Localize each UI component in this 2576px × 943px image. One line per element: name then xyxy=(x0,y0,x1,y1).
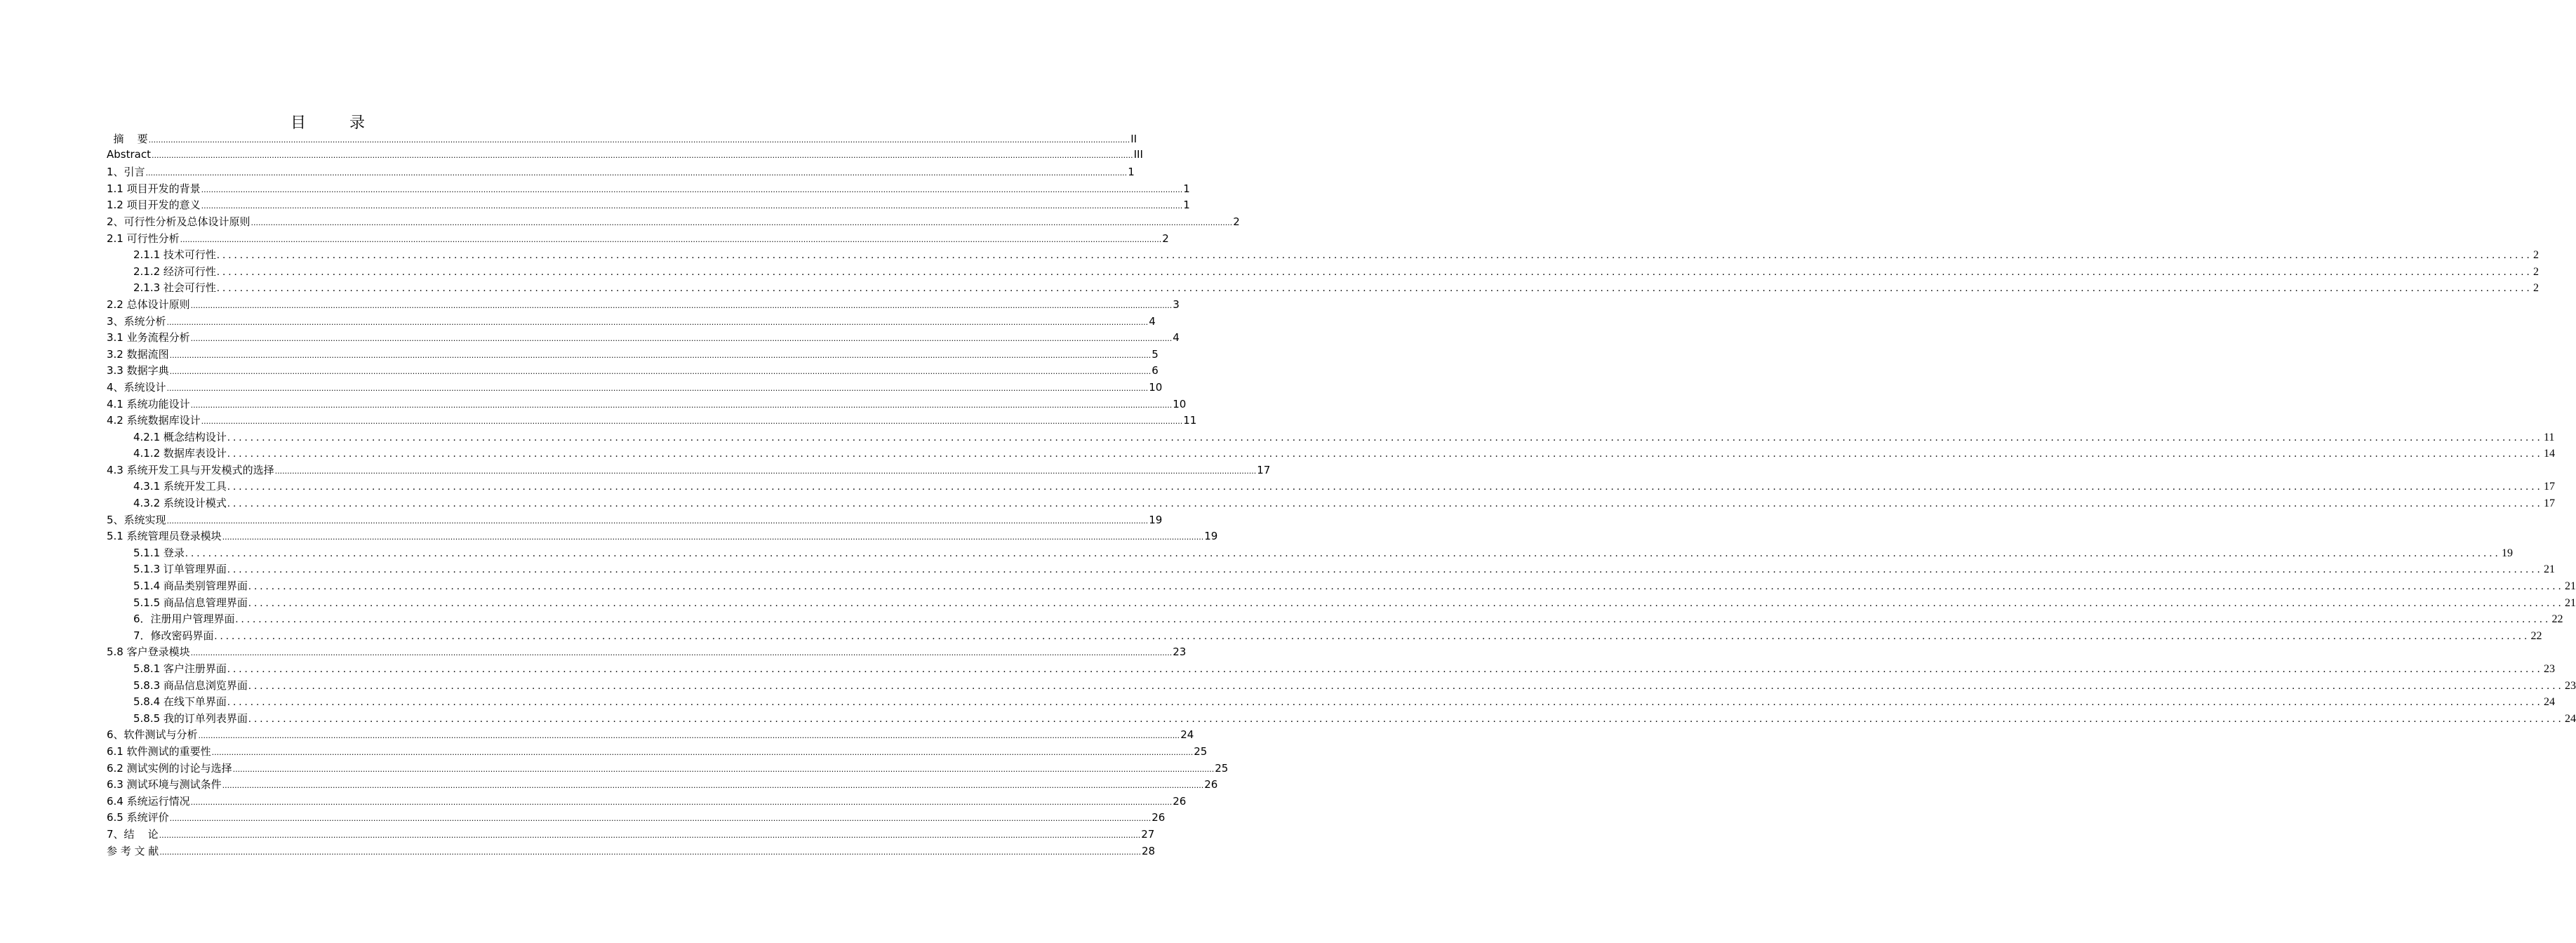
toc-entry[interactable] xyxy=(107,181,1190,198)
toc-entry-label: 4.2.1 概念结构设计 xyxy=(133,430,227,443)
toc-entry-page: 24 xyxy=(2543,696,2555,709)
toc-entry[interactable] xyxy=(107,777,1218,794)
toc-leader-dots: ................................................................................................................................................................................................................................................................................................................................................................................................................ xyxy=(216,266,2532,278)
toc-entry-label: 5.8.3 商品信息浏览界面 xyxy=(133,678,248,692)
toc-leader-dots: ................................................................................................................................................................................................................................................................................................................................................................................................................ xyxy=(248,581,2564,593)
toc-leader-dots: ................................................................................................................................................................................................................................................................................................................................................................................................................ xyxy=(248,713,2564,725)
toc-leader-dots: ................................................................................................................................................................................................................................................................................................................................................................................................................ xyxy=(166,383,1149,393)
toc-entry-page: 28 xyxy=(1141,844,1156,857)
toc-entry[interactable] xyxy=(107,264,2539,281)
toc-entry[interactable] xyxy=(107,347,1159,363)
toc-entry-label: 1、引言 xyxy=(107,166,145,179)
toc-entry-page: 23 xyxy=(2543,663,2555,675)
toc-entry-page: 17 xyxy=(1257,463,1271,476)
toc-entry[interactable] xyxy=(107,545,2513,562)
toc-entry-label: 4.2 系统数据库设计 xyxy=(107,414,201,427)
toc-entry-label: 参 考 文 献 xyxy=(107,844,159,857)
toc-entry-page: 25 xyxy=(1215,761,1229,775)
toc-entry[interactable] xyxy=(107,611,2563,628)
toc-entry[interactable] xyxy=(107,694,2555,711)
toc-entry[interactable] xyxy=(107,462,1271,479)
toc-entry[interactable] xyxy=(107,794,1187,810)
toc-list xyxy=(107,131,2576,860)
toc-entry[interactable] xyxy=(107,661,2555,678)
toc-entry-page: 23 xyxy=(1173,646,1187,659)
toc-entry-label: 6.3 测试环境与测试条件 xyxy=(107,778,222,791)
toc-entry-label: 2.1.2 经济可行性 xyxy=(133,265,216,278)
toc-entry-page: 19 xyxy=(2501,547,2513,559)
toc-leader-dots: ................................................................................................................................................................................................................................................................................................................................................................................................................ xyxy=(222,533,1204,542)
toc-entry[interactable] xyxy=(107,711,2576,728)
toc-leader-dots: ................................................................................................................................................................................................................................................................................................................................................................................................................ xyxy=(169,350,1152,360)
toc-entry-page: 4 xyxy=(1149,314,1156,328)
toc-entry-page: 17 xyxy=(2543,481,2555,493)
toc-leader-dots: ................................................................................................................................................................................................................................................................................................................................................................................................................ xyxy=(201,201,1183,211)
toc-title: 目 录 xyxy=(291,114,376,132)
toc-entry-label: 6.4 系统运行情况 xyxy=(107,794,190,808)
toc-leader-dots: ................................................................................................................................................................................................................................................................................................................................................................................................................ xyxy=(145,168,1128,178)
toc-leader-dots: ................................................................................................................................................................................................................................................................................................................................................................................................................ xyxy=(190,648,1173,658)
toc-entry-label: 5.1.4 商品类别管理界面 xyxy=(133,580,248,593)
toc-entry-label: 4.3 系统开发工具与开发模式的选择 xyxy=(107,463,274,476)
toc-entry-label: 5.8.1 客户注册界面 xyxy=(133,662,227,675)
toc-entry[interactable] xyxy=(107,396,1187,413)
toc-leader-dots: ................................................................................................................................................................................................................................................................................................................................................................................................................ xyxy=(251,218,1233,227)
toc-leader-dots: ................................................................................................................................................................................................................................................................................................................................................................................................................ xyxy=(169,367,1152,377)
toc-entry-label: Abstract xyxy=(107,147,151,161)
toc-entry-label: 6.5 系统评价 xyxy=(107,811,169,824)
toc-entry-page: 25 xyxy=(1194,744,1208,758)
toc-entry-page: 23 xyxy=(2564,679,2576,692)
toc-leader-dots: ................................................................................................................................................................................................................................................................................................................................................................................................................ xyxy=(201,417,1183,427)
toc-entry-page: 10 xyxy=(1149,380,1163,394)
toc-leader-dots: ................................................................................................................................................................................................................................................................................................................................................................................................................ xyxy=(214,630,2530,642)
toc-entry[interactable] xyxy=(107,479,2555,495)
toc-entry-label: 3.2 数据流图 xyxy=(107,347,169,361)
toc-entry-label: 5.8.5 我的订单列表界面 xyxy=(133,711,248,725)
toc-entry-page: 2 xyxy=(1162,232,1169,245)
toc-entry-label: 5.8.4 在线下单界面 xyxy=(133,695,227,709)
toc-entry-label: 7、结 论 xyxy=(107,827,159,841)
toc-entry-page: 2 xyxy=(1233,215,1240,228)
toc-leader-dots: ................................................................................................................................................................................................................................................................................................................................................................................................................ xyxy=(235,614,2551,626)
toc-entry-label: 3.3 数据字典 xyxy=(107,364,169,377)
toc-entry-page: 22 xyxy=(2551,613,2563,626)
toc-entry[interactable] xyxy=(107,495,2555,512)
toc-entry-label: 摘 要 xyxy=(107,133,148,145)
toc-entry-page: 19 xyxy=(1149,513,1163,526)
toc-entry[interactable] xyxy=(107,380,1163,396)
toc-entry[interactable] xyxy=(107,827,1155,843)
toc-leader-dots: ................................................................................................................................................................................................................................................................................................................................................................................................................ xyxy=(180,234,1162,244)
toc-entry-label: 2.1.3 社会可行性 xyxy=(133,281,216,295)
toc-leader-dots: ................................................................................................................................................................................................................................................................................................................................................................................................................ xyxy=(227,498,2543,510)
toc-entry-page: 24 xyxy=(2564,712,2576,725)
toc-entry[interactable] xyxy=(107,363,1159,380)
toc-entry-page: 21 xyxy=(2543,563,2555,576)
toc-entry-label: 5.1.5 商品信息管理界面 xyxy=(133,596,248,609)
toc-entry-label: 3.1 业务流程分析 xyxy=(107,331,190,345)
toc-entry-page: III xyxy=(1133,147,1143,161)
toc-entry-label: 4、系统设计 xyxy=(107,380,166,394)
toc-leader-dots: ................................................................................................................................................................................................................................................................................................................................................................................................................ xyxy=(166,516,1149,526)
toc-leader-dots: ................................................................................................................................................................................................................................................................................................................................................................................................................ xyxy=(248,597,2564,609)
toc-entry[interactable] xyxy=(107,413,1197,429)
toc-leader-dots: ................................................................................................................................................................................................................................................................................................................................................................................................................ xyxy=(232,764,1215,774)
toc-entry[interactable] xyxy=(107,595,2576,612)
toc-entry-label: 5.1 系统管理员登录模块 xyxy=(107,530,222,543)
toc-entry[interactable] xyxy=(107,678,2576,695)
toc-entry[interactable] xyxy=(107,512,1163,529)
toc-entry[interactable] xyxy=(107,197,1190,214)
toc-entry-page: 14 xyxy=(2543,448,2555,460)
toc-entry-label: 2.1.1 技术可行性 xyxy=(133,248,216,262)
toc-entry-label: 6.1 软件测试的重要性 xyxy=(107,744,211,758)
toc-entry-page: 27 xyxy=(1141,827,1155,841)
toc-entry-page: 21 xyxy=(2564,596,2576,609)
toc-entry-label: 6.2 测试实例的讨论与选择 xyxy=(107,761,232,775)
toc-entry[interactable] xyxy=(107,314,1156,330)
toc-leader-dots: ................................................................................................................................................................................................................................................................................................................................................................................................................ xyxy=(227,481,2543,493)
toc-entry-page: II xyxy=(1130,133,1137,145)
toc-entry-label: 5.1.1 登录 xyxy=(133,546,185,559)
toc-entry[interactable] xyxy=(107,297,1180,314)
toc-entry[interactable] xyxy=(107,164,1135,181)
toc-entry-page: 2 xyxy=(2532,249,2539,262)
toc-entry-page: 3 xyxy=(1173,297,1180,311)
toc-leader-dots: ................................................................................................................................................................................................................................................................................................................................................................................................................ xyxy=(166,317,1149,327)
toc-leader-dots: ................................................................................................................................................................................................................................................................................................................................................................................................................ xyxy=(227,664,2543,675)
toc-leader-dots: ................................................................................................................................................................................................................................................................................................................................................................................................................ xyxy=(222,781,1204,791)
toc-entry-page: 26 xyxy=(1204,778,1218,791)
toc-entry-page: 11 xyxy=(2543,431,2555,443)
toc-entry[interactable] xyxy=(107,744,1208,761)
toc-leader-dots: ................................................................................................................................................................................................................................................................................................................................................................................................................ xyxy=(201,185,1183,194)
toc-entry-label: 5、系统实现 xyxy=(107,513,166,526)
toc-entry-page: 22 xyxy=(2530,629,2542,642)
toc-entry-label: 5.1.3 订单管理界面 xyxy=(133,563,227,576)
toc-entry-page: 19 xyxy=(1204,530,1218,543)
toc-leader-dots: ................................................................................................................................................................................................................................................................................................................................................................................................................ xyxy=(190,334,1173,344)
toc-leader-dots: ................................................................................................................................................................................................................................................................................................................................................................................................................ xyxy=(148,135,1130,145)
toc-entry[interactable] xyxy=(107,446,2555,462)
toc-entry-page: 11 xyxy=(1183,414,1197,427)
toc-leader-dots: ................................................................................................................................................................................................................................................................................................................................................................................................................ xyxy=(159,830,1141,840)
toc-entry[interactable] xyxy=(107,528,1218,545)
toc-entry-label: 6、软件测试与分析 xyxy=(107,728,198,742)
toc-entry[interactable] xyxy=(107,330,1180,347)
toc-entry[interactable] xyxy=(107,561,2555,578)
toc-leader-dots: ................................................................................................................................................................................................................................................................................................................................................................................................................ xyxy=(216,250,2532,262)
toc-entry-page: 2 xyxy=(2532,265,2539,278)
toc-leader-dots: ................................................................................................................................................................................................................................................................................................................................................................................................................ xyxy=(190,300,1173,310)
toc-entry-page: 24 xyxy=(1180,728,1194,742)
toc-entry[interactable] xyxy=(107,280,2539,297)
toc-entry-page: 4 xyxy=(1173,331,1180,345)
toc-entry[interactable] xyxy=(107,147,1143,165)
toc-leader-dots: ................................................................................................................................................................................................................................................................................................................................................................................................................ xyxy=(274,466,1257,476)
toc-leader-dots: ................................................................................................................................................................................................................................................................................................................................................................................................................ xyxy=(190,400,1173,410)
toc-entry-label: 3、系统分析 xyxy=(107,314,166,328)
toc-leader-dots: ................................................................................................................................................................................................................................................................................................................................................................................................................ xyxy=(227,564,2543,576)
toc-leader-dots: ................................................................................................................................................................................................................................................................................................................................................................................................................ xyxy=(190,797,1173,807)
toc-entry[interactable] xyxy=(107,644,1187,661)
toc-entry-page: 26 xyxy=(1173,794,1187,808)
toc-leader-dots: ................................................................................................................................................................................................................................................................................................................................................................................................................ xyxy=(227,432,2543,443)
toc-leader-dots: ................................................................................................................................................................................................................................................................................................................................................................................................................ xyxy=(227,697,2543,709)
toc-entry-page: 1 xyxy=(1128,166,1135,179)
toc-entry-label: 1.1 项目开发的背景 xyxy=(107,182,201,195)
toc-entry-label: 4.1 系统功能设计 xyxy=(107,397,190,410)
toc-entry[interactable] xyxy=(107,578,2576,595)
toc-entry-page: 21 xyxy=(2564,580,2576,593)
toc-entry-page: 1 xyxy=(1183,199,1190,212)
toc-entry[interactable] xyxy=(107,247,2539,264)
toc-entry[interactable] xyxy=(107,214,1240,231)
toc-leader-dots: ................................................................................................................................................................................................................................................................................................................................................................................................................ xyxy=(248,680,2564,692)
toc-leader-dots: ................................................................................................................................................................................................................................................................................................................................................................................................................ xyxy=(198,731,1180,741)
toc-entry-page: 2 xyxy=(2532,282,2539,295)
toc-entry-page: 10 xyxy=(1173,397,1187,410)
toc-leader-dots: ................................................................................................................................................................................................................................................................................................................................................................................................................ xyxy=(159,847,1141,857)
toc-entry-label: 2.2 总体设计原则 xyxy=(107,297,190,311)
toc-entry[interactable] xyxy=(107,131,1137,148)
toc-entry-page: 17 xyxy=(2543,497,2555,510)
toc-entry[interactable] xyxy=(107,810,1166,827)
toc-leader-dots: ................................................................................................................................................................................................................................................................................................................................................................................................................ xyxy=(151,150,1133,160)
toc-entry[interactable] xyxy=(107,761,1229,777)
toc-leader-dots: ................................................................................................................................................................................................................................................................................................................................................................................................................ xyxy=(185,547,2501,559)
toc-entry-label: 2、可行性分析及总体设计原则 xyxy=(107,215,251,228)
toc-entry-page: 26 xyxy=(1152,811,1166,824)
toc-entry[interactable] xyxy=(107,843,1156,860)
toc-entry-label: 4.3.2 系统设计模式 xyxy=(133,497,227,510)
toc-entry[interactable] xyxy=(107,628,2542,645)
toc-entry-label: 2.1 可行性分析 xyxy=(107,232,180,245)
toc-leader-dots: ................................................................................................................................................................................................................................................................................................................................................................................................................ xyxy=(227,448,2543,460)
toc-leader-dots: ................................................................................................................................................................................................................................................................................................................................................................................................................ xyxy=(216,283,2532,295)
toc-entry-label: 6．注册用户管理界面 xyxy=(133,613,235,626)
toc-entry[interactable] xyxy=(107,429,2555,446)
toc-entry-label: 7．修改密码界面 xyxy=(133,629,214,642)
toc-entry-page: 1 xyxy=(1183,182,1190,195)
toc-entry[interactable] xyxy=(107,231,1169,248)
toc-entry-label: 4.3.1 系统开发工具 xyxy=(133,480,227,493)
toc-entry-page: 6 xyxy=(1152,364,1159,377)
toc-leader-dots: ................................................................................................................................................................................................................................................................................................................................................................................................................ xyxy=(211,747,1194,757)
toc-leader-dots: ................................................................................................................................................................................................................................................................................................................................................................................................................ xyxy=(169,814,1152,824)
toc-entry-label: 1.2 项目开发的意义 xyxy=(107,199,201,212)
toc-entry[interactable] xyxy=(107,727,1194,744)
toc-entry-label: 4.1.2 数据库表设计 xyxy=(133,447,227,460)
toc-entry-label: 5.8 客户登录模块 xyxy=(107,646,190,659)
toc-entry-page: 5 xyxy=(1152,347,1159,361)
